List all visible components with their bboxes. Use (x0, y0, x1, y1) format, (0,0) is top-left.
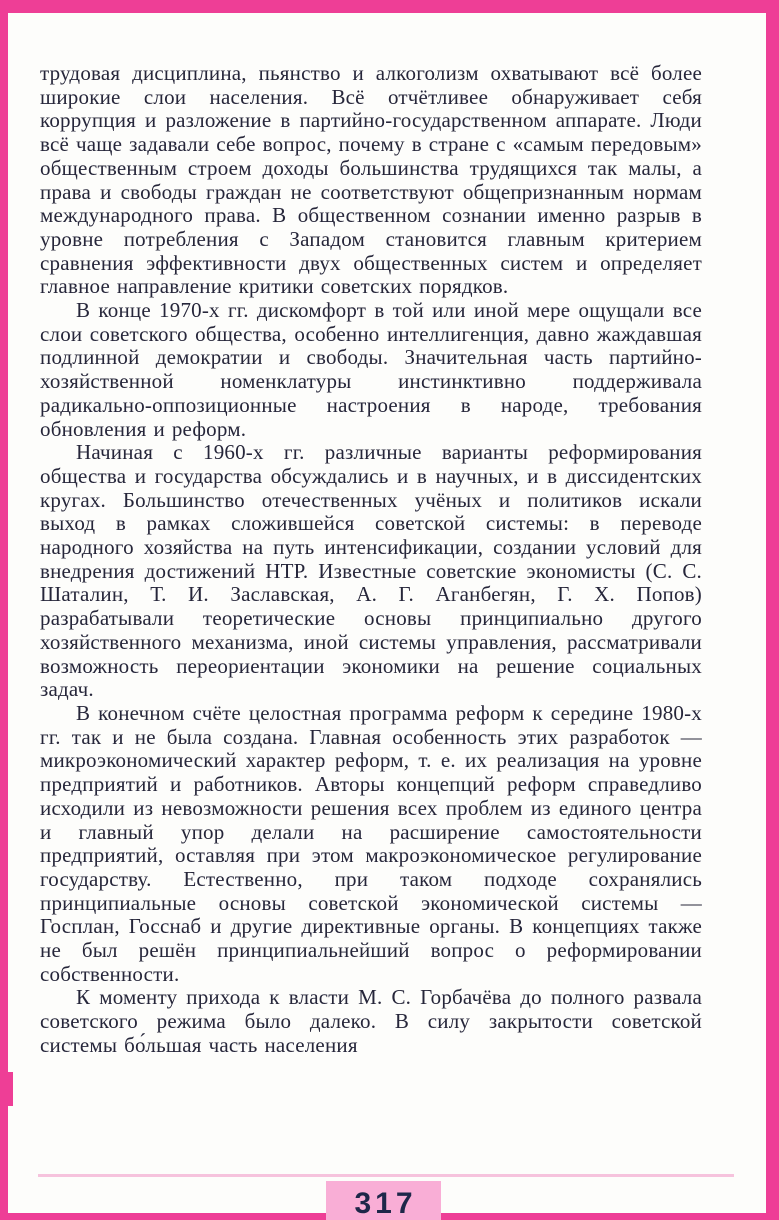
page-text (40, 62, 702, 1058)
scan-edge-artifact (0, 1072, 13, 1106)
paragraph-5: К моменту прихода к власти М. С. Горбачёва до полного развала советского режима было далеко. В силу закрытости советской системы бо́льшая часть населения (40, 985, 702, 1057)
paragraph-4: В конечном счёте целостная программа реформ к середине 1980-х гг. так и не была создана. Главная особенность этих разработок — микроэкономический характер реформ, т. е. их реализация на уровне предприятий и работников. Авторы концепций реформ справедливо исходили из невозможности решения всех проблем из единого центра и главный упор делали на расширение самостоятельности предприятий, оставляя при этом макроэкономическое регулирование государству. Естественно, при таком подходе сохранялись принципиальные основы советской экономической системы — Госплан, Госснаб и другие директивные органы. В концепциях также не был решён принципиальнейший вопрос о реформировании собственности. (40, 700, 702, 986)
paragraph-2: В конце 1970-х гг. дискомфорт в той или иной мере ощущали все слои советского общества, особенно интеллигенция, давно жаждавшая подлинной демократии и свободы. Значительная часть партийно-хозяйственной номенклатуры инстинктивно поддерживала радикально-оппозиционные настроения в народе, требования обновления и реформ. (40, 298, 702, 441)
page-number-badge (326, 1181, 441, 1220)
page-paper (8, 13, 766, 1220)
paragraph-3: Начиная с 1960-х гг. различные варианты реформирования общества и государства обсуждались и в научных, и в диссидентских кругах. Большинство отечественных учёных и политиков искали выход в рамках сложившейся советской системы: в переводе народного хозяйства на путь интенсификации, создании условий для внедрения достижений НТР. Известные советские экономисты (С. С. Шаталин, Т. И. Заславская, А. Г. Аганбегян, Г. Х. Попов) разрабатывали теоретические основы принципиально другого хозяйственного механизма, иной системы управления, рассматривали возможность переориентации экономики на решение социальных задач. (40, 440, 702, 702)
footer-divider (38, 1174, 734, 1177)
page-number: 317 (354, 1187, 417, 1220)
paragraph-1: трудовая дисциплина, пьянство и алкоголизм охватывают всё более широкие слои населения. Всё отчётливее обнаруживает себя коррупция и разложение в партийно-государственном аппарате. Люди всё чаще задавали себе вопрос, почему в стране с «самым передовым» общественным строем доходы большинства трудящихся так малы, а права и свободы граждан не соответствуют общепризнанным нормам международного права. В общественном сознании именно разрыв в уровне потребления с Западом становится главным критерием сравнения эффективности двух общественных систем и определяет главное направление критики советских порядков. (40, 61, 702, 299)
